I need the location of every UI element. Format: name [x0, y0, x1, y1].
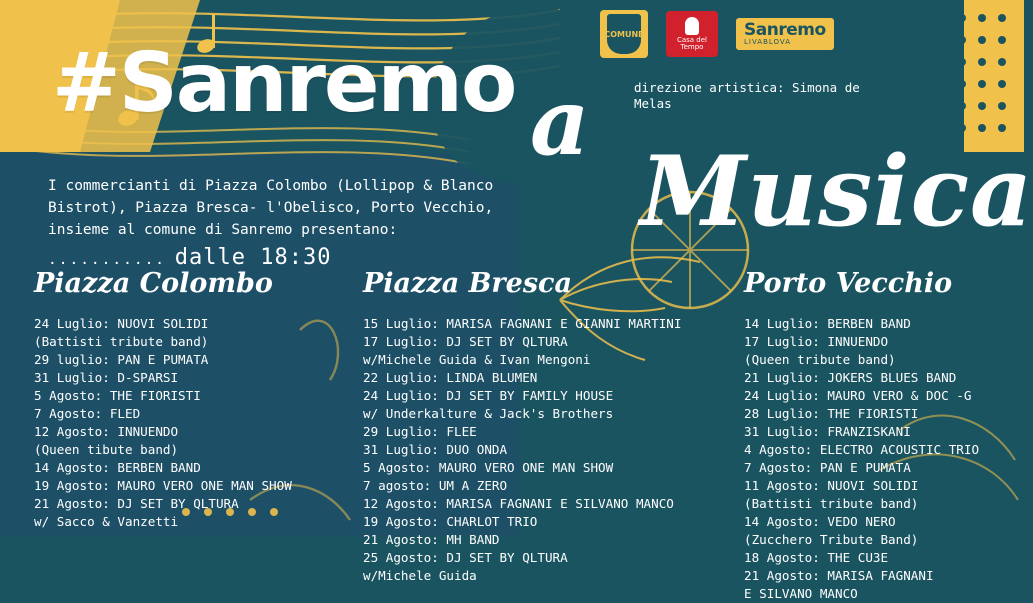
event-item: 25 Agosto: DJ SET BY QLTURA [363, 550, 568, 565]
casa-del-tempo-label: Casa del Tempo [676, 35, 708, 51]
artistic-direction-text: direzione artistica: Simona de Melas [634, 80, 860, 111]
event-item: 19 Agosto: MAURO VERO ONE MAN SHOW [34, 478, 292, 493]
event-item: E SILVANO MANCO [744, 586, 858, 601]
event-item: 17 Luglio: INNUENDO [744, 334, 889, 349]
event-item: 11 Agosto: NUOVI SOLIDI [744, 478, 919, 493]
event-item: 19 Agosto: CHARLOT TRIO [363, 514, 538, 529]
intro-text: I commercianti di Piazza Colombo (Lollipop & Blanco Bistrot), Piazza Bresca- l'Obelisco, Porto Vecchio, insieme al comune di Sanremo presentano: [48, 178, 494, 238]
comune-crest-icon [600, 10, 648, 58]
title-word-a: a [530, 68, 590, 176]
page-title: #Sanremo [52, 36, 516, 131]
event-item: 24 Luglio: DJ SET BY FAMILY HOUSE [363, 388, 614, 403]
event-item: 21 Agosto: MARISA FAGNANI [744, 568, 934, 583]
event-item: (Zucchero Tribute Band) [744, 532, 919, 547]
venue-title: Piazza Bresca [363, 268, 572, 299]
event-item: 21 Agosto: DJ SET BY QLTURA [34, 496, 239, 511]
figure-icon [685, 17, 699, 35]
event-item: 5 Agosto: THE FIORISTI [34, 388, 201, 403]
lineup-columns [0, 268, 1024, 601]
venue-column-porto-vecchio [744, 268, 1024, 603]
event-item: 29 luglio: PAN E PUMATA [34, 352, 209, 367]
sanremo-logo-sub: LIVABLOVA [744, 38, 792, 46]
start-time-label: dalle 18:30 [174, 245, 332, 271]
event-item: (Queen tribute band) [744, 352, 896, 367]
event-item: 5 Agosto: MAURO VERO ONE MAN SHOW [363, 460, 614, 475]
sanremo-logo-icon [736, 18, 834, 50]
event-item: (Battisti tribute band) [744, 496, 919, 511]
venue-column-piazza-bresca [363, 268, 693, 585]
event-item: 14 Agosto: VEDO NERO [744, 514, 896, 529]
event-item: 14 Agosto: BERBEN BAND [34, 460, 201, 475]
event-item: w/Michele Guida [363, 568, 477, 583]
venue-event-list [744, 315, 1024, 603]
event-item: 21 Agosto: MH BAND [363, 532, 500, 547]
venue-event-list [363, 315, 693, 585]
venue-title: Porto Vecchio [744, 268, 953, 299]
event-item: 21 Luglio: JOKERS BLUES BAND [744, 370, 957, 385]
event-item: 4 Agosto: ELECTRO ACOUSTIC TRIO [744, 442, 980, 457]
title-word-musica: Musica [640, 135, 1033, 248]
event-item: 12 Agosto: MARISA FAGNANI E SILVANO MANCO [363, 496, 674, 511]
sanremo-logo-label: Sanremo [744, 20, 826, 40]
event-item: 12 Agosto: INNUENDO [34, 424, 179, 439]
event-item: 31 Luglio: D-SPARSI [34, 370, 179, 385]
event-item: 14 Luglio: BERBEN BAND [744, 316, 911, 331]
event-item: 24 Luglio: NUOVI SOLIDI [34, 316, 209, 331]
event-item: (Queen tibute band) [34, 442, 179, 457]
venue-column-piazza-colombo [34, 268, 334, 531]
venue-title: Piazza Colombo [34, 268, 273, 299]
event-item: 28 Luglio: THE FIORISTI [744, 406, 919, 421]
intro-block [48, 176, 518, 274]
event-item: 7 Agosto: PAN E PUMATA [744, 460, 911, 475]
event-item: 18 Agosto: THE CU3E [744, 550, 889, 565]
event-item: 31 Luglio: DUO ONDA [363, 442, 508, 457]
event-item: 22 Luglio: LINDA BLUMEN [363, 370, 538, 385]
event-item: w/ Underkalture & Jack's Brothers [363, 406, 614, 421]
event-item: 29 Luglio: FLEE [363, 424, 477, 439]
event-item: (Battisti tribute band) [34, 334, 209, 349]
intro-dots: ........... [48, 252, 167, 269]
casa-del-tempo-logo-icon [666, 11, 718, 57]
event-item: w/ Sacco & Vanzetti [34, 514, 179, 529]
event-item: 17 Luglio: DJ SET BY QLTURA [363, 334, 568, 349]
event-item: 15 Luglio: MARISA FAGNANI E GIANNI MARTINI [363, 316, 682, 331]
logo-row [600, 8, 940, 60]
event-item: 24 Luglio: MAURO VERO & DOC -G [744, 388, 972, 403]
event-item: 7 Agosto: FLED [34, 406, 141, 421]
venue-event-list [34, 315, 334, 531]
event-item: w/Michele Guida & Ivan Mengoni [363, 352, 591, 367]
event-item: 7 agosto: UM A ZERO [363, 478, 508, 493]
event-item: 31 Luglio: FRANZISKANI [744, 424, 911, 439]
crest-label: COMUNE [604, 29, 644, 39]
